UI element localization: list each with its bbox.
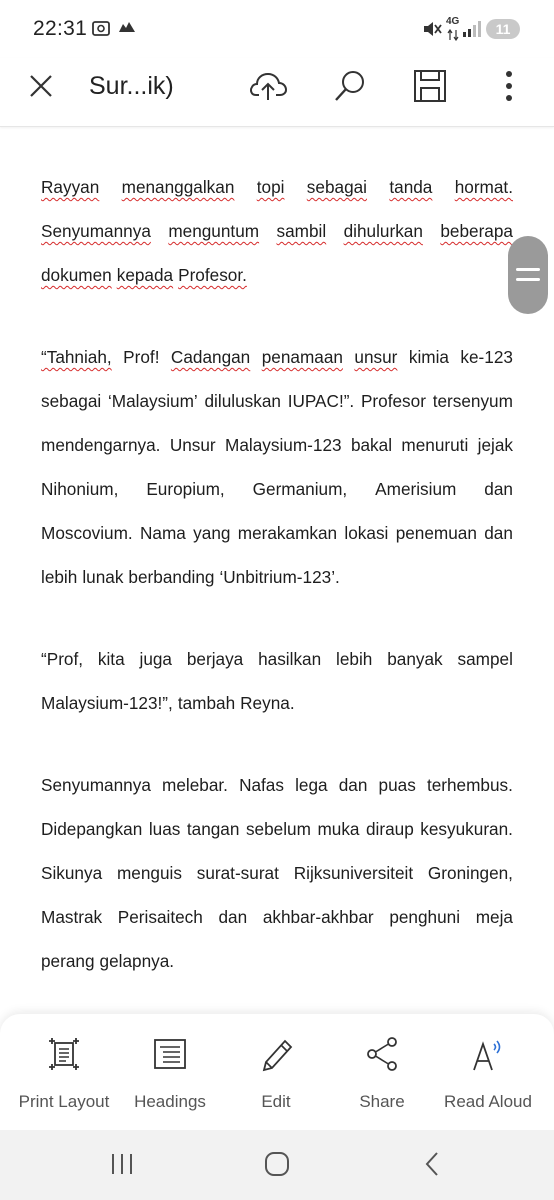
word: hasilkan [258,649,322,669]
word: IUPAC!”. [287,391,355,411]
share-icon [327,1036,437,1080]
battery-indicator: 11 [486,19,520,39]
word: berjaya [186,649,244,669]
text-line [41,939,513,983]
text-line [41,379,513,423]
read-aloud-label: Read Aloud [444,1092,532,1111]
word: Nafas [239,775,284,795]
home-icon [264,1151,290,1182]
document-paragraph[interactable] [41,763,513,983]
word: lebih [336,649,373,669]
word: banyak [387,649,443,669]
word: Cadangan [170,347,251,367]
data-arrows-icon [447,28,459,46]
mute-icon [421,18,443,45]
word: tangan [186,819,240,839]
close-icon [28,73,54,104]
search-icon [332,68,368,109]
word: sebagai [306,177,368,197]
print-layout-button[interactable] [9,1036,119,1126]
system-navigation-bar [0,1130,554,1200]
word: merakamkan [237,523,338,543]
search-button[interactable] [328,58,372,118]
word: diluluskan [204,391,281,411]
app-toolbar [0,58,554,127]
save-button[interactable] [408,58,452,118]
word: kimia [408,347,449,367]
word: dokumen [41,265,112,285]
word: Mastrak [41,907,103,927]
document-paragraph[interactable] [41,637,513,725]
word: Profesor. [178,265,247,285]
network-type: 4G [446,16,460,27]
word: Moscovium. [41,523,133,543]
document-body[interactable] [41,165,513,1021]
text-line [41,423,513,467]
text-line [41,335,513,379]
edit-button[interactable] [221,1036,331,1126]
word: ke-123 [460,347,513,367]
word: perang [41,951,95,971]
word: dan [218,907,248,927]
more-options-button[interactable] [494,58,524,118]
word: menuruti [401,435,469,455]
word: tanda [389,177,433,197]
document-paragraph[interactable] [41,335,513,599]
word: beberapa [440,221,513,241]
headings-icon [115,1036,225,1080]
word: yang [193,523,231,543]
share-button[interactable] [327,1036,437,1126]
word: lega [295,775,328,795]
word: diraup [365,819,414,839]
headings-label: Headings [134,1092,206,1111]
word: Reyna. [240,693,295,713]
word: kesyukuran. [420,819,513,839]
word: lunak [82,567,124,587]
word: lokasi [344,523,389,543]
back-icon [423,1151,441,1182]
recent-apps-button[interactable] [92,1150,152,1182]
word: Nama [140,523,186,543]
word: sambil [276,221,327,241]
word: berbanding [128,567,215,587]
word: gelapnya. [99,951,175,971]
signal-icon [462,20,482,43]
read-aloud-icon [433,1036,543,1080]
word: ‘Malaysium’ [107,391,198,411]
word: Sikunya [41,863,103,883]
word: dan [484,479,513,499]
word: mendengarnya. [41,435,161,455]
word: Groningen, [427,863,513,883]
word: Senyumannya [41,221,151,241]
text-line [41,511,513,555]
word: penamaan [261,347,343,367]
text-line [41,253,513,297]
word: Senyumannya [41,775,151,795]
word: melebar. [162,775,228,795]
bottom-action-bar [0,1014,554,1130]
word: “Tahniah, [41,347,112,367]
save-icon [413,69,447,108]
word: dan [338,775,368,795]
word: tersenyum [432,391,513,411]
word: hormat. [454,177,513,197]
cloud-upload-icon [248,70,288,107]
word: unsur [354,347,398,367]
word: Perisaitech [117,907,203,927]
status-time: 22:31 [33,17,88,40]
word: dan [484,523,513,543]
edit-pencil-icon [221,1036,331,1080]
text-line [41,467,513,511]
word: menguis [116,863,182,883]
word: muka [317,819,360,839]
text-line [41,209,513,253]
word: sebagai [41,391,102,411]
word: meja [475,907,513,927]
word: Amerisium [375,479,457,499]
word: ‘Unbitrium-123’. [219,567,340,587]
word: Europium, [146,479,225,499]
headings-button[interactable] [115,1036,225,1126]
text-line [41,555,513,599]
word: sebelum [245,819,311,839]
screenshot-icon [90,18,112,45]
text-line [41,807,513,851]
text-line [41,681,513,725]
word: “Prof, [41,649,84,669]
word: topi [256,177,285,197]
word: bakal [350,435,393,455]
word: Rayyan [41,177,100,197]
upload-button[interactable] [246,58,290,118]
word: dihulurkan [343,221,423,241]
word: Didepangkan [41,819,143,839]
text-line [41,763,513,807]
word: terhembus. [426,775,513,795]
back-button[interactable] [402,1150,462,1182]
word: tambah [177,693,236,713]
word: Profesor [360,391,426,411]
word: lebih [41,567,78,587]
word: kita [97,649,125,669]
text-line [41,895,513,939]
word: Nihonium, [41,479,119,499]
word: sampel [457,649,513,669]
word: akhbar-akhbar [262,907,374,927]
text-line [41,165,513,209]
word: jejak [477,435,513,455]
fast-scroll-handle[interactable] [508,236,548,314]
word: Germanium, [252,479,348,499]
word: juga [139,649,172,669]
document-paragraph[interactable] [41,165,513,297]
word: menguntum [168,221,260,241]
recent-apps-icon [110,1152,134,1181]
share-label: Share [359,1092,405,1111]
word: Rijksuniversiteit [293,863,414,883]
word: penghuni [389,907,461,927]
notification-icon [116,18,138,45]
word: Malaysium-123 [225,435,342,455]
close-button[interactable] [18,58,64,118]
word: kepada [116,265,174,285]
word: Malaysium-123!”, [41,693,173,713]
document-title[interactable]: Sur...ik) [89,72,174,100]
print-layout-icon [9,1036,119,1080]
word: Unsur [169,435,216,455]
home-button[interactable] [247,1150,307,1182]
word: luas [148,819,181,839]
more-options-icon [505,70,513,107]
word: surat-surat [196,863,279,883]
read-aloud-button[interactable] [433,1036,543,1126]
word: puas [378,775,416,795]
word: menanggalkan [121,177,235,197]
word: Prof! [123,347,160,367]
word: penemuan [395,523,477,543]
text-line [41,637,513,681]
edit-label: Edit [261,1092,291,1111]
status-bar [0,0,554,58]
print-layout-label: Print Layout [18,1092,110,1111]
text-line [41,851,513,895]
